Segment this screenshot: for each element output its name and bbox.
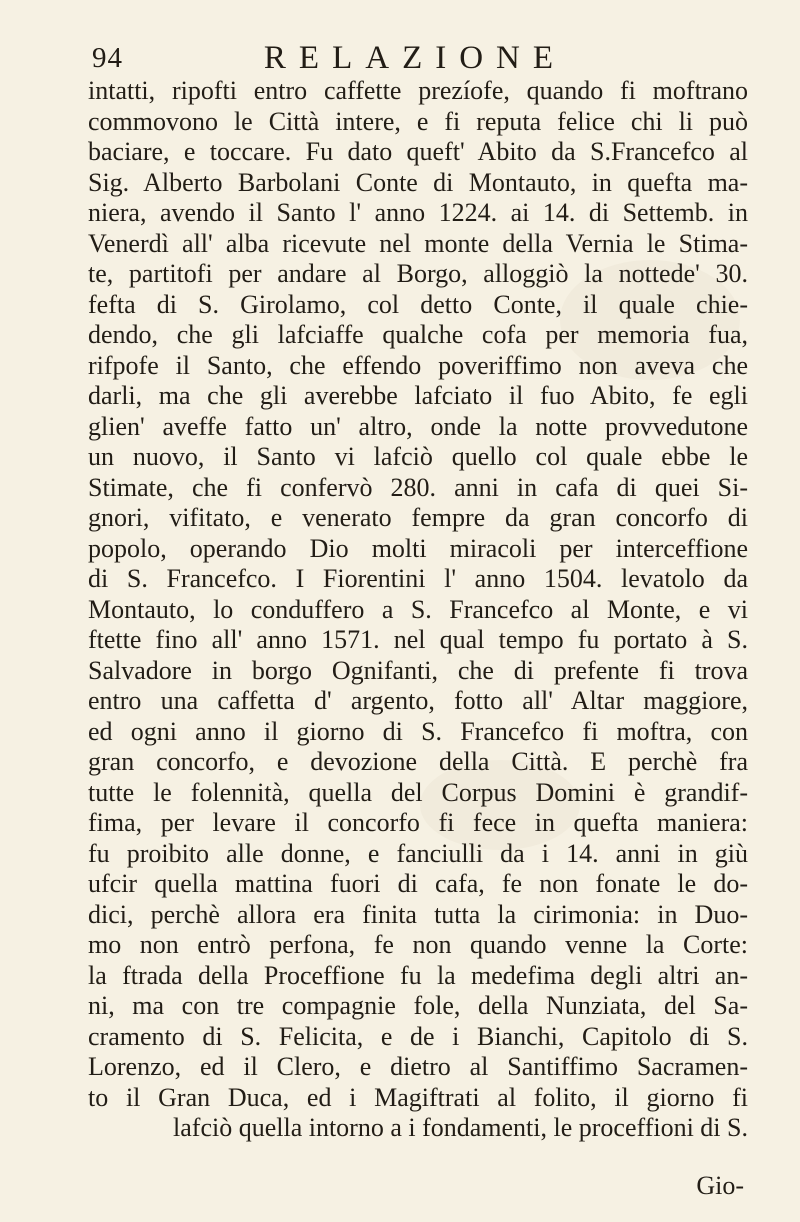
text-line: cramento di S. Felicita, e de i Bianchi, Capitolo di S. [88, 1021, 748, 1051]
text-line: baciare, e toccare. Fu dato queft' Abito da S.Francefco al [88, 137, 748, 166]
text-line: Stimate, che fi confervò 280. anni in cafa di quei Si- [88, 472, 748, 502]
text-line: dici, perchè allora era finita tutta la cirimonia: in Duo- [88, 899, 748, 929]
text-line: Salvadore in borgo Ognifanti, che di prefente fi trova [88, 655, 748, 685]
text-line: ufcir quella mattina fuori di cafa, fe non fonate le do- [88, 869, 748, 898]
text-line: te, partitofi per andare al Borgo, alloggiò la nottede' 30. [88, 259, 748, 288]
text-line: to il Gran Duca, ed i Magiftrati al folito, il giorno fi [88, 1082, 748, 1112]
text-line: un nuovo, il Santo vi lafciò quello col quale ebbe le [88, 442, 748, 471]
text-line: lafciò quella intorno a i fondamenti, le proceffioni di S. [173, 1113, 748, 1142]
text-line: glien' aveffe fatto un' altro, onde la notte provvedutone [88, 411, 748, 441]
text-line: tutte le folennità, quella del Corpus Domini è grandif- [88, 777, 748, 807]
text-line: popolo, operando Dio molti miracoli per interceffione [88, 533, 748, 563]
text-line: fu proibito alle donne, e fanciulli da i 14. anni in giù [88, 838, 748, 868]
text-line: Venerdì all' alba ricevute nel monte della Vernia le Stima- [88, 228, 748, 258]
running-head: RELAZIONE [263, 40, 567, 76]
text-line: gnori, vifitato, e venerato fempre da gran concorfo di [88, 503, 748, 532]
body-text [88, 76, 748, 1144]
page-number: 94 [92, 42, 123, 74]
text-line: intatti, ripofti entro caffette prezíofe, quando fi moftrano [88, 76, 748, 105]
page-header [0, 38, 800, 78]
text-line: ni, ma con tre compagnie fole, della Nunziata, del Sa- [88, 991, 748, 1020]
text-line: Sig. Alberto Barbolani Conte di Montauto, in quefta ma- [88, 167, 748, 197]
text-line: niera, avendo il Santo l' anno 1224. ai 14. di Settemb. in [88, 198, 748, 227]
text-line: mo non entrò perfona, fe non quando venne la Corte: [88, 930, 748, 959]
text-line: ftette fino all' anno 1571. nel qual tempo fu portato à S. [88, 625, 748, 654]
text-line: Lorenzo, ed il Clero, e dietro al Santiffimo Sacramen- [88, 1052, 748, 1081]
text-line: ed ogni anno il giorno di S. Francefco fi moftra, con [88, 716, 748, 746]
text-line: la ftrada della Proceffione fu la medefima degli altri an- [88, 960, 748, 990]
text-line: dendo, che gli lafciaffe qualche cofa per memoria fua, [88, 320, 748, 349]
catchword: Gio- [696, 1171, 744, 1200]
text-line: gran concorfo, e devozione della Città. E perchè fra [88, 747, 748, 776]
text-line: rifpofe il Santo, che effendo poveriffimo non aveva che [88, 350, 748, 380]
text-line: Montauto, lo conduffero a S. Francefco al Monte, e vi [88, 594, 748, 624]
text-line: di S. Francefco. I Fiorentini l' anno 1504. levatolo da [88, 564, 748, 593]
text-line: entro una caffetta d' argento, fotto all' Altar maggiore, [88, 686, 748, 715]
text-line: fefta di S. Girolamo, col detto Conte, il quale chie- [88, 289, 748, 319]
text-line: darli, ma che gli averebbe lafciato il fuo Abito, fe egli [88, 381, 748, 410]
text-line: commovono le Città intere, e fi reputa felice chi li può [88, 106, 748, 136]
text-line: fima, per levare il concorfo fi fece in quefta maniera: [88, 808, 748, 837]
